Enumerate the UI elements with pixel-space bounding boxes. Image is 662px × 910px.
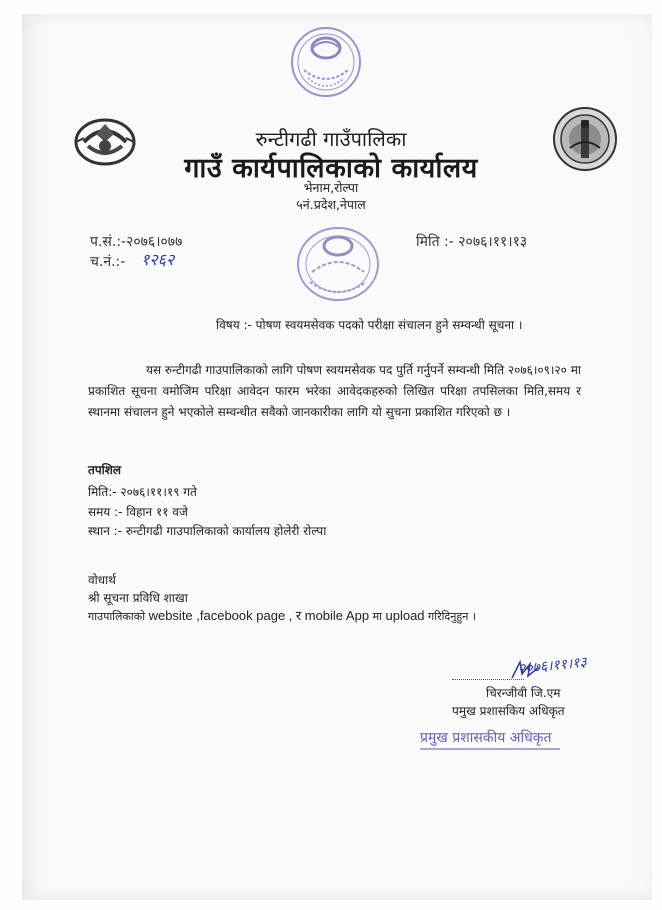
- office-stamp-icon: [282, 18, 370, 106]
- signatory-name: चिरन्जीवी जि.एम: [486, 686, 561, 700]
- letter-date: मिति :- २०७६।११।१३: [416, 234, 528, 250]
- instruction-app: mobile App: [304, 608, 370, 623]
- signatory-title: पमुख प्रशासकिय अधिकृत: [452, 704, 565, 718]
- designation-stamp: प्रमुख प्रशासकीय अधिकृत: [420, 730, 552, 746]
- municipality-name: रुन्टीगढी गाउँपालिका: [255, 127, 407, 151]
- schedule-time: समय :- विहान ११ वजे: [88, 505, 188, 519]
- notice-paragraph: यस रुन्टीगढी गाउपालिकाको लागि पोषण स्वयमसेवक पद पुर्ति गर्नुपर्ने सम्वन्धी मिति २०७६।०९।२० मा प्रकाशित सूचना वमोजिम परिक्षा आवेदन फारम भरेका आवेदकहरुको लिखित परिक्षा तपसिलका मिति,समय र स्थानमा संचालन हुने भएकोले सम्वन्धीत सवैको जानकारीका लागि यो सुचना प्रकाशित गरिएको छ ।: [88, 363, 581, 419]
- chalani-number: १२६२: [141, 250, 175, 269]
- instruction-website: website ,facebook page: [148, 608, 286, 623]
- municipality-seal-icon: [292, 222, 384, 306]
- schedule-heading: तपशिल: [88, 463, 122, 477]
- signature-line: [452, 679, 524, 680]
- instruction-prefix: गाउपालिकाको: [88, 610, 146, 623]
- instruction-connector: , र: [288, 608, 302, 623]
- chalani-label: च.नं.:-: [90, 254, 126, 270]
- schedule-place: स्थान :- रुन्टीगढी गाउपालिकाको कार्यालय होलेरी रोल्पा: [88, 524, 327, 538]
- subject-line: विषय :- पोषण स्वयमसेवक पदको परीक्षा संचालन हुने सम्वन्धी सूचना ।: [216, 318, 523, 332]
- stamp-underline: [420, 748, 560, 750]
- office-province: ५नं.प्रदेश,नेपाल: [296, 197, 366, 212]
- instruction-ma: मा: [372, 610, 382, 623]
- patra-sankhya: प.सं.:-२०७६।०७७: [90, 234, 183, 250]
- instruction-suffix: गरिदिनुहुन ।: [428, 610, 476, 623]
- office-address: भेनाम,रोल्पा: [303, 180, 359, 195]
- instruction-upload: upload: [385, 608, 425, 623]
- cc-branch: श्री सूचना प्रविधि शाखा: [88, 591, 188, 605]
- office-title: गाउँ कार्यपालिकाको कार्यालय: [184, 153, 478, 184]
- signature-date: २०७६।११।१३: [517, 654, 588, 678]
- cc-heading: वोधार्थ: [88, 573, 116, 587]
- schedule-date: मिति:- २०७६।११।१९ गते: [88, 485, 197, 499]
- notice-body: [88, 360, 581, 423]
- upload-instruction: [88, 606, 476, 624]
